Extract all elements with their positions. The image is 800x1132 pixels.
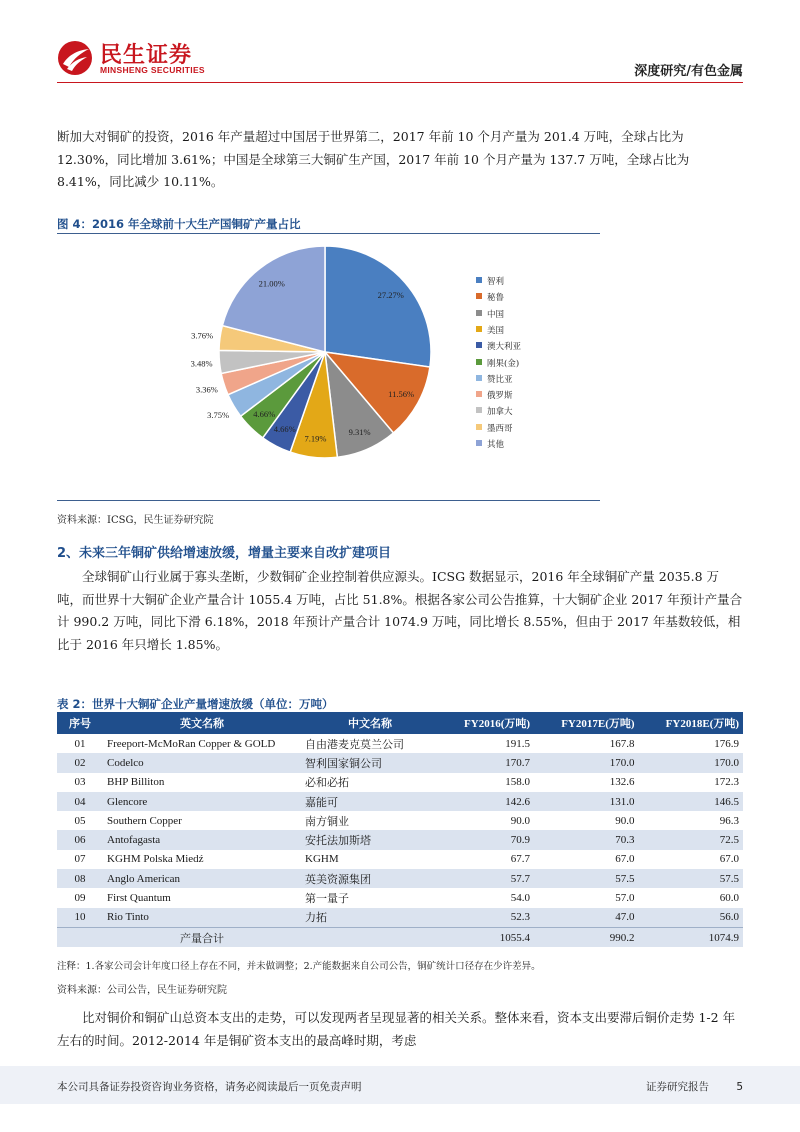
legend-label: 智利	[487, 277, 505, 287]
row-index: 10	[57, 908, 103, 928]
closing-paragraph: 比对铜价和铜矿山总资本支出的走势，可以发现两者呈现显著的相关关系。整体来看，资本支出要滞后铜价走势 1-2 年左右的时间。2012-2014 年是铜矿资本支出的最高峰时期，考虑	[57, 1010, 736, 1048]
fy2018e-value: 170.0	[639, 753, 743, 772]
total-label: 产量合计	[103, 927, 301, 947]
company-name-cn: 自由港麦克莫兰公司	[305, 738, 404, 751]
slice-label: 27.27%	[377, 290, 404, 301]
company-name-en: Glencore	[103, 792, 301, 811]
fy2016-value: 70.9	[439, 830, 534, 849]
fy2017e-value: 70.3	[534, 830, 638, 849]
fy2017e-value: 167.8	[609, 737, 635, 750]
company-name-cn: 英美资源集团	[301, 869, 439, 888]
total-spacer	[301, 927, 439, 947]
company-name-en: Anglo American	[103, 869, 301, 888]
legend-swatch	[476, 359, 482, 365]
legend-swatch	[476, 407, 482, 413]
legend-label: 刚果(金)	[487, 358, 520, 369]
legend-item	[476, 341, 521, 353]
fy2017e-value: 67.0	[615, 853, 635, 866]
page-number: 5	[736, 1081, 743, 1093]
total-spacer	[57, 927, 103, 947]
legend-label: 其他	[487, 440, 505, 450]
company-name-cn: 安托法加斯塔	[301, 830, 439, 849]
legend-label: 美国	[487, 325, 505, 336]
company-name-cn: 南方铜业	[305, 815, 349, 828]
company-name-en: KGHM Polska Miedź	[107, 853, 204, 866]
legend-swatch	[476, 277, 482, 283]
legend-swatch	[476, 310, 482, 316]
legend-swatch	[476, 293, 482, 299]
company-name-en: First Quantum	[107, 892, 171, 905]
slice-label: 3.76%	[191, 330, 214, 341]
fy2016-value: 90.0	[510, 814, 531, 827]
legend-item	[476, 390, 513, 402]
fy2016-value: 54.0	[510, 892, 531, 905]
fy2016-value: 158.0	[505, 776, 531, 789]
slice-label: 4.66%	[253, 409, 276, 420]
fy2018e-value: 176.9	[714, 737, 739, 750]
section-paragraph: 全球铜矿山行业属于寡头垄断，少数铜矿企业控制着供应源头。ICSG 数据显示，2016 年全球铜矿产量 2035.8 万吨，而世界十大铜矿企业产量合计 1055.4 万吨，占比 51.8%。根据各家公司公告推算，十大铜矿企业 2017 年预计产量合计 990.2 万吨，同比下滑 6.18%，2018 年预计产量合计 1074.9 万吨，同比增长 8.55%，但由于 2017 年基数较低，相比于 2016 年只增长 1.85%。	[57, 569, 743, 652]
fy2018e-value: 72.5	[639, 830, 743, 849]
company-name-cn: 第一量子	[305, 893, 349, 906]
legend-label: 秘鲁	[487, 293, 505, 304]
header-cell: FY2018E(万吨)	[639, 712, 743, 734]
table-note: 注释：1.各家公司会计年度口径上存在不同，并未做调整；2.产能数据来自公司公告，铜矿统计口径存在少许差异。	[57, 961, 541, 972]
slice-label: 4.66%	[273, 424, 296, 435]
row-index: 05	[74, 814, 86, 827]
fy2018e-value: 56.0	[639, 908, 743, 928]
fy2017e-value: 131.0	[534, 792, 638, 811]
company-name-cn: 嘉能可	[301, 792, 439, 811]
company-name-cn: 必和必拓	[305, 777, 349, 790]
legend-swatch	[476, 342, 482, 348]
footer-right	[622, 1079, 743, 1094]
table-row	[57, 888, 743, 907]
slice-label: 3.48%	[190, 358, 213, 369]
section-title: 2、未来三年铜矿供给增速放缓，增量主要来自改扩建项目	[57, 546, 392, 561]
company-name-en: Freeport-McMoRan Copper & GOLD	[107, 737, 276, 750]
company-name-cn: 智利国家铜公司	[301, 753, 439, 772]
table-row	[57, 908, 743, 928]
fy2017e-value: 57.0	[615, 892, 635, 905]
table-source: 资料来源：公司公告，民生证券研究院	[57, 985, 227, 996]
fy2018e-value: 67.0	[719, 853, 739, 866]
company-name-en: Codelco	[103, 753, 301, 772]
figure-top-rule	[57, 233, 600, 234]
fy2016-value: 170.7	[439, 753, 534, 772]
company-name-en: Antofagasta	[103, 830, 301, 849]
total-fy2018e: 1074.9	[639, 927, 743, 947]
fy2017e-value: 47.0	[534, 908, 638, 928]
fy2016-value: 57.7	[439, 869, 534, 888]
intro-paragraph: 断加大对铜矿的投资，2016 年产量超过中国居于世界第二，2017 年前 10 个月产量为 201.4 万吨，全球占比为 12.30%，同比增加 3.61%；中国是全球第三大铜矿生产国，2017 年前 10 个月产量为 137.7 万吨，全球占比为 8.41%，同比减少 10.11%。	[57, 129, 690, 189]
row-index: 06	[57, 830, 103, 849]
fy2016-value: 191.5	[505, 737, 531, 750]
table-row	[57, 869, 743, 888]
slice-label: 3.36%	[195, 384, 218, 395]
header-divider	[57, 82, 743, 83]
legend-item	[476, 325, 504, 337]
legend-swatch	[476, 326, 482, 332]
fy2018e-value: 96.3	[719, 814, 739, 827]
pie-slice	[325, 246, 431, 367]
fy2018e-value: 60.0	[719, 892, 739, 905]
table-row	[57, 811, 743, 830]
legend-label: 赞比亚	[487, 374, 513, 385]
pie-chart	[57, 240, 617, 490]
legend-item	[476, 276, 504, 288]
fy2018e-value: 172.3	[714, 776, 739, 789]
legend-label: 澳大利亚	[487, 342, 522, 353]
legend-label: 俄罗斯	[487, 391, 513, 402]
figure-title: 图 4：2016 年全球前十大生产国铜矿产量占比	[57, 217, 301, 231]
slice-label: 11.56%	[388, 389, 415, 400]
producers-table	[57, 712, 743, 947]
legend-swatch	[476, 391, 482, 397]
table-row	[57, 773, 743, 792]
table-row	[57, 734, 743, 753]
table-row	[57, 792, 743, 811]
legend-item	[476, 423, 513, 435]
header-cell: 英文名称	[103, 712, 301, 734]
row-index: 01	[74, 737, 86, 750]
legend-item	[476, 406, 513, 418]
table-row	[57, 830, 743, 849]
brand-name-en: MINSHENG SECURITIES	[100, 65, 205, 75]
table-title: 表 2：世界十大铜矿企业产量增速放缓（单位：万吨）	[57, 697, 334, 711]
legend-swatch	[476, 375, 482, 381]
table-total-row	[57, 927, 743, 947]
legend-item	[476, 374, 513, 386]
total-fy2017e: 990.2	[534, 927, 638, 947]
row-index: 07	[74, 853, 86, 866]
legend-label: 加拿大	[487, 407, 513, 418]
fy2017e-value: 90.0	[615, 814, 635, 827]
table-header-row	[57, 712, 743, 734]
footer-report-type: 证券研究报告	[645, 1081, 709, 1093]
legend-swatch	[476, 440, 482, 446]
fy2018e-value: 146.5	[639, 792, 743, 811]
company-name-cn: 力拓	[301, 908, 439, 928]
figure-bottom-rule	[57, 500, 600, 501]
brand-name-cn: 民生证券	[100, 43, 193, 68]
slice-label: 7.19%	[304, 433, 327, 444]
fy2016-value: 67.7	[510, 853, 531, 866]
header-cell: 中文名称	[301, 712, 439, 734]
header-cell: FY2017E(万吨)	[534, 712, 638, 734]
legend-item	[476, 309, 504, 321]
company-name-cn: KGHM	[305, 853, 339, 866]
row-index: 08	[57, 869, 103, 888]
row-index: 03	[74, 776, 86, 789]
figure-source: 资料来源：ICSG，民生证券研究院	[57, 515, 214, 526]
header-cell: 序号	[57, 712, 103, 734]
minsheng-logo-icon	[57, 40, 93, 76]
slice-label: 9.31%	[348, 426, 371, 437]
row-index: 04	[57, 792, 103, 811]
legend-item	[476, 292, 504, 304]
slice-label: 21.00%	[258, 278, 285, 289]
company-name-en: BHP Billiton	[107, 776, 165, 789]
legend-label: 墨西哥	[487, 423, 513, 434]
table-row	[57, 850, 743, 869]
fy2018e-value: 57.5	[639, 869, 743, 888]
legend-item	[476, 439, 504, 451]
fy2017e-value: 170.0	[534, 753, 638, 772]
company-name-en: Southern Copper	[107, 814, 182, 827]
legend-item	[476, 358, 519, 370]
footer-disclaimer: 本公司具备证券投资咨询业务资格，请务必阅读最后一页免责声明	[57, 1081, 362, 1093]
legend-label: 中国	[487, 309, 505, 320]
legend-swatch	[476, 424, 482, 430]
total-fy2016: 1055.4	[439, 927, 534, 947]
company-name-en: Rio Tinto	[103, 908, 301, 928]
row-index: 02	[57, 753, 103, 772]
fy2016-value: 142.6	[439, 792, 534, 811]
row-index: 09	[74, 892, 86, 905]
report-category: 深度研究/有色金属	[634, 64, 743, 79]
header-cell: FY2016(万吨)	[439, 712, 534, 734]
fy2016-value: 52.3	[439, 908, 534, 928]
fy2017e-value: 132.6	[609, 776, 635, 789]
table-row	[57, 753, 743, 772]
fy2017e-value: 57.5	[534, 869, 638, 888]
slice-label: 3.75%	[207, 409, 230, 420]
